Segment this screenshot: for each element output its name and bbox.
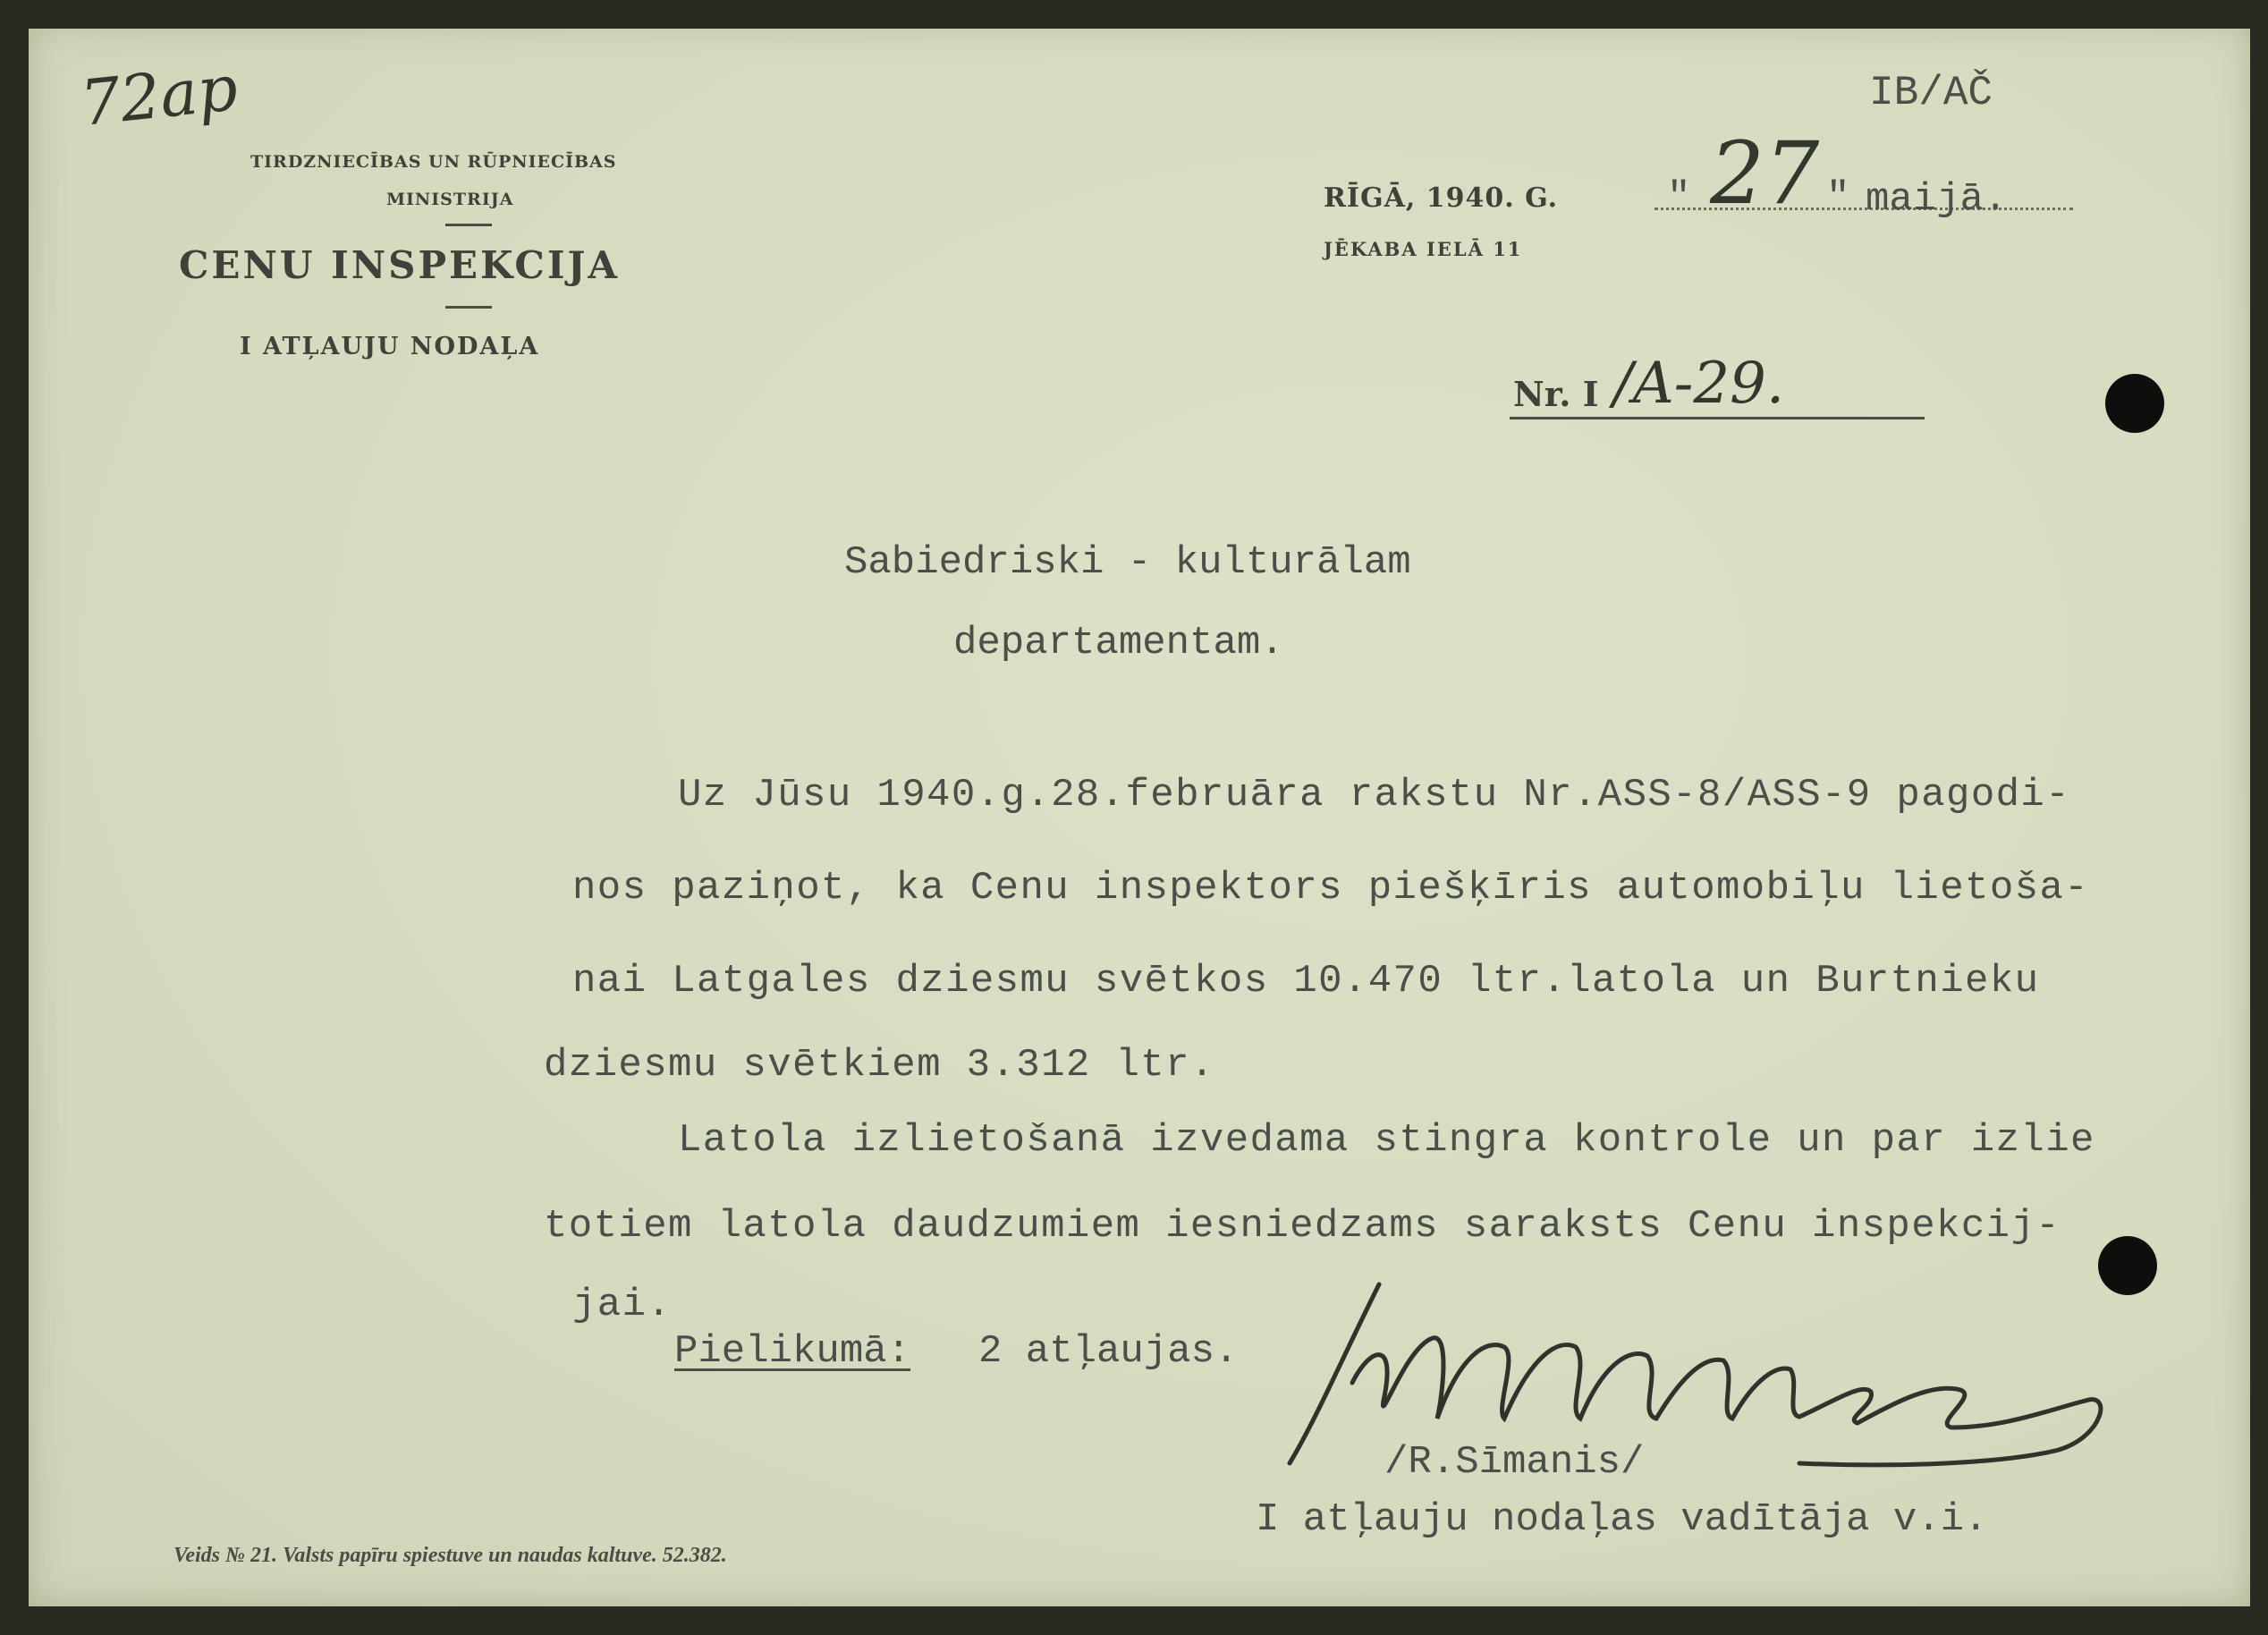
printer-footer: Veids № 21. Valsts papīru spiestuve un naudas kaltuve. 52.382. [173, 1544, 727, 1567]
division-title: I ATĻAUJU NODAĻA [240, 333, 540, 360]
body-line: nos paziņot, ka Cenu inspektors piešķīris automobiļu lietoša- [572, 866, 2090, 911]
body-line: dziesmu svētkiem 3.312 ltr. [544, 1043, 1215, 1088]
punch-hole [2098, 1236, 2157, 1295]
handwritten-annotation: 72ap [77, 51, 241, 140]
date-open-quote: " [1667, 175, 1691, 220]
signature-scribble [1218, 1249, 2130, 1499]
body-line: Latola izlietošanā izvedama stingra kontrole un par izlie [678, 1118, 2095, 1163]
date-close-quote: " [1826, 175, 1850, 220]
letterhead-divider [445, 306, 492, 309]
letterhead-divider [445, 224, 492, 226]
dateline-place-year: RĪGĀ, 1940. G. [1324, 182, 1559, 214]
punch-hole [2105, 374, 2164, 433]
number-prefix: Nr. I [1513, 374, 1599, 414]
recipient-line2: departamentam. [953, 621, 1284, 665]
attachment-text: 2 atļaujas. [978, 1329, 1239, 1374]
body-line: nai Latgales dziesmu svētkos 10.470 ltr.latola un Burtnieku [572, 959, 2040, 1004]
number-underline [1510, 417, 1925, 419]
date-month: maijā. [1866, 177, 2008, 222]
reference-code: IB/AČ [1869, 70, 1993, 116]
attachment-label: Pielikumā: [674, 1329, 911, 1374]
document-sheet [29, 23, 2250, 1606]
dateline-address: JĒKABA IELĀ 11 [1324, 238, 1523, 260]
body-line: jai. [572, 1283, 673, 1327]
body-line: Uz Jūsu 1940.g.28.februāra rakstu Nr.ASS-8/ASS-9 pagodi- [678, 773, 2071, 818]
number-value: /A-29. [1613, 351, 1785, 417]
signatory-title: I atļauju nodaļas vadītāja v.i. [1256, 1497, 1988, 1542]
body-line: totiem latola daudzumiem iesniedzams saraksts Cenu inspekcij- [544, 1204, 2061, 1249]
date-day: 27 [1710, 123, 1820, 224]
ministry-line1: TIRDZNIECĪBAS UN RŪPNIECĪBAS [250, 152, 617, 172]
signatory-name: /R.Sīmanis/ [1384, 1440, 1645, 1485]
ministry-line2: MINISTRIJA [386, 190, 514, 209]
office-title: CENU INSPEKCIJA [179, 243, 620, 287]
recipient-line1: Sabiedriski - kulturālam [844, 540, 1411, 585]
